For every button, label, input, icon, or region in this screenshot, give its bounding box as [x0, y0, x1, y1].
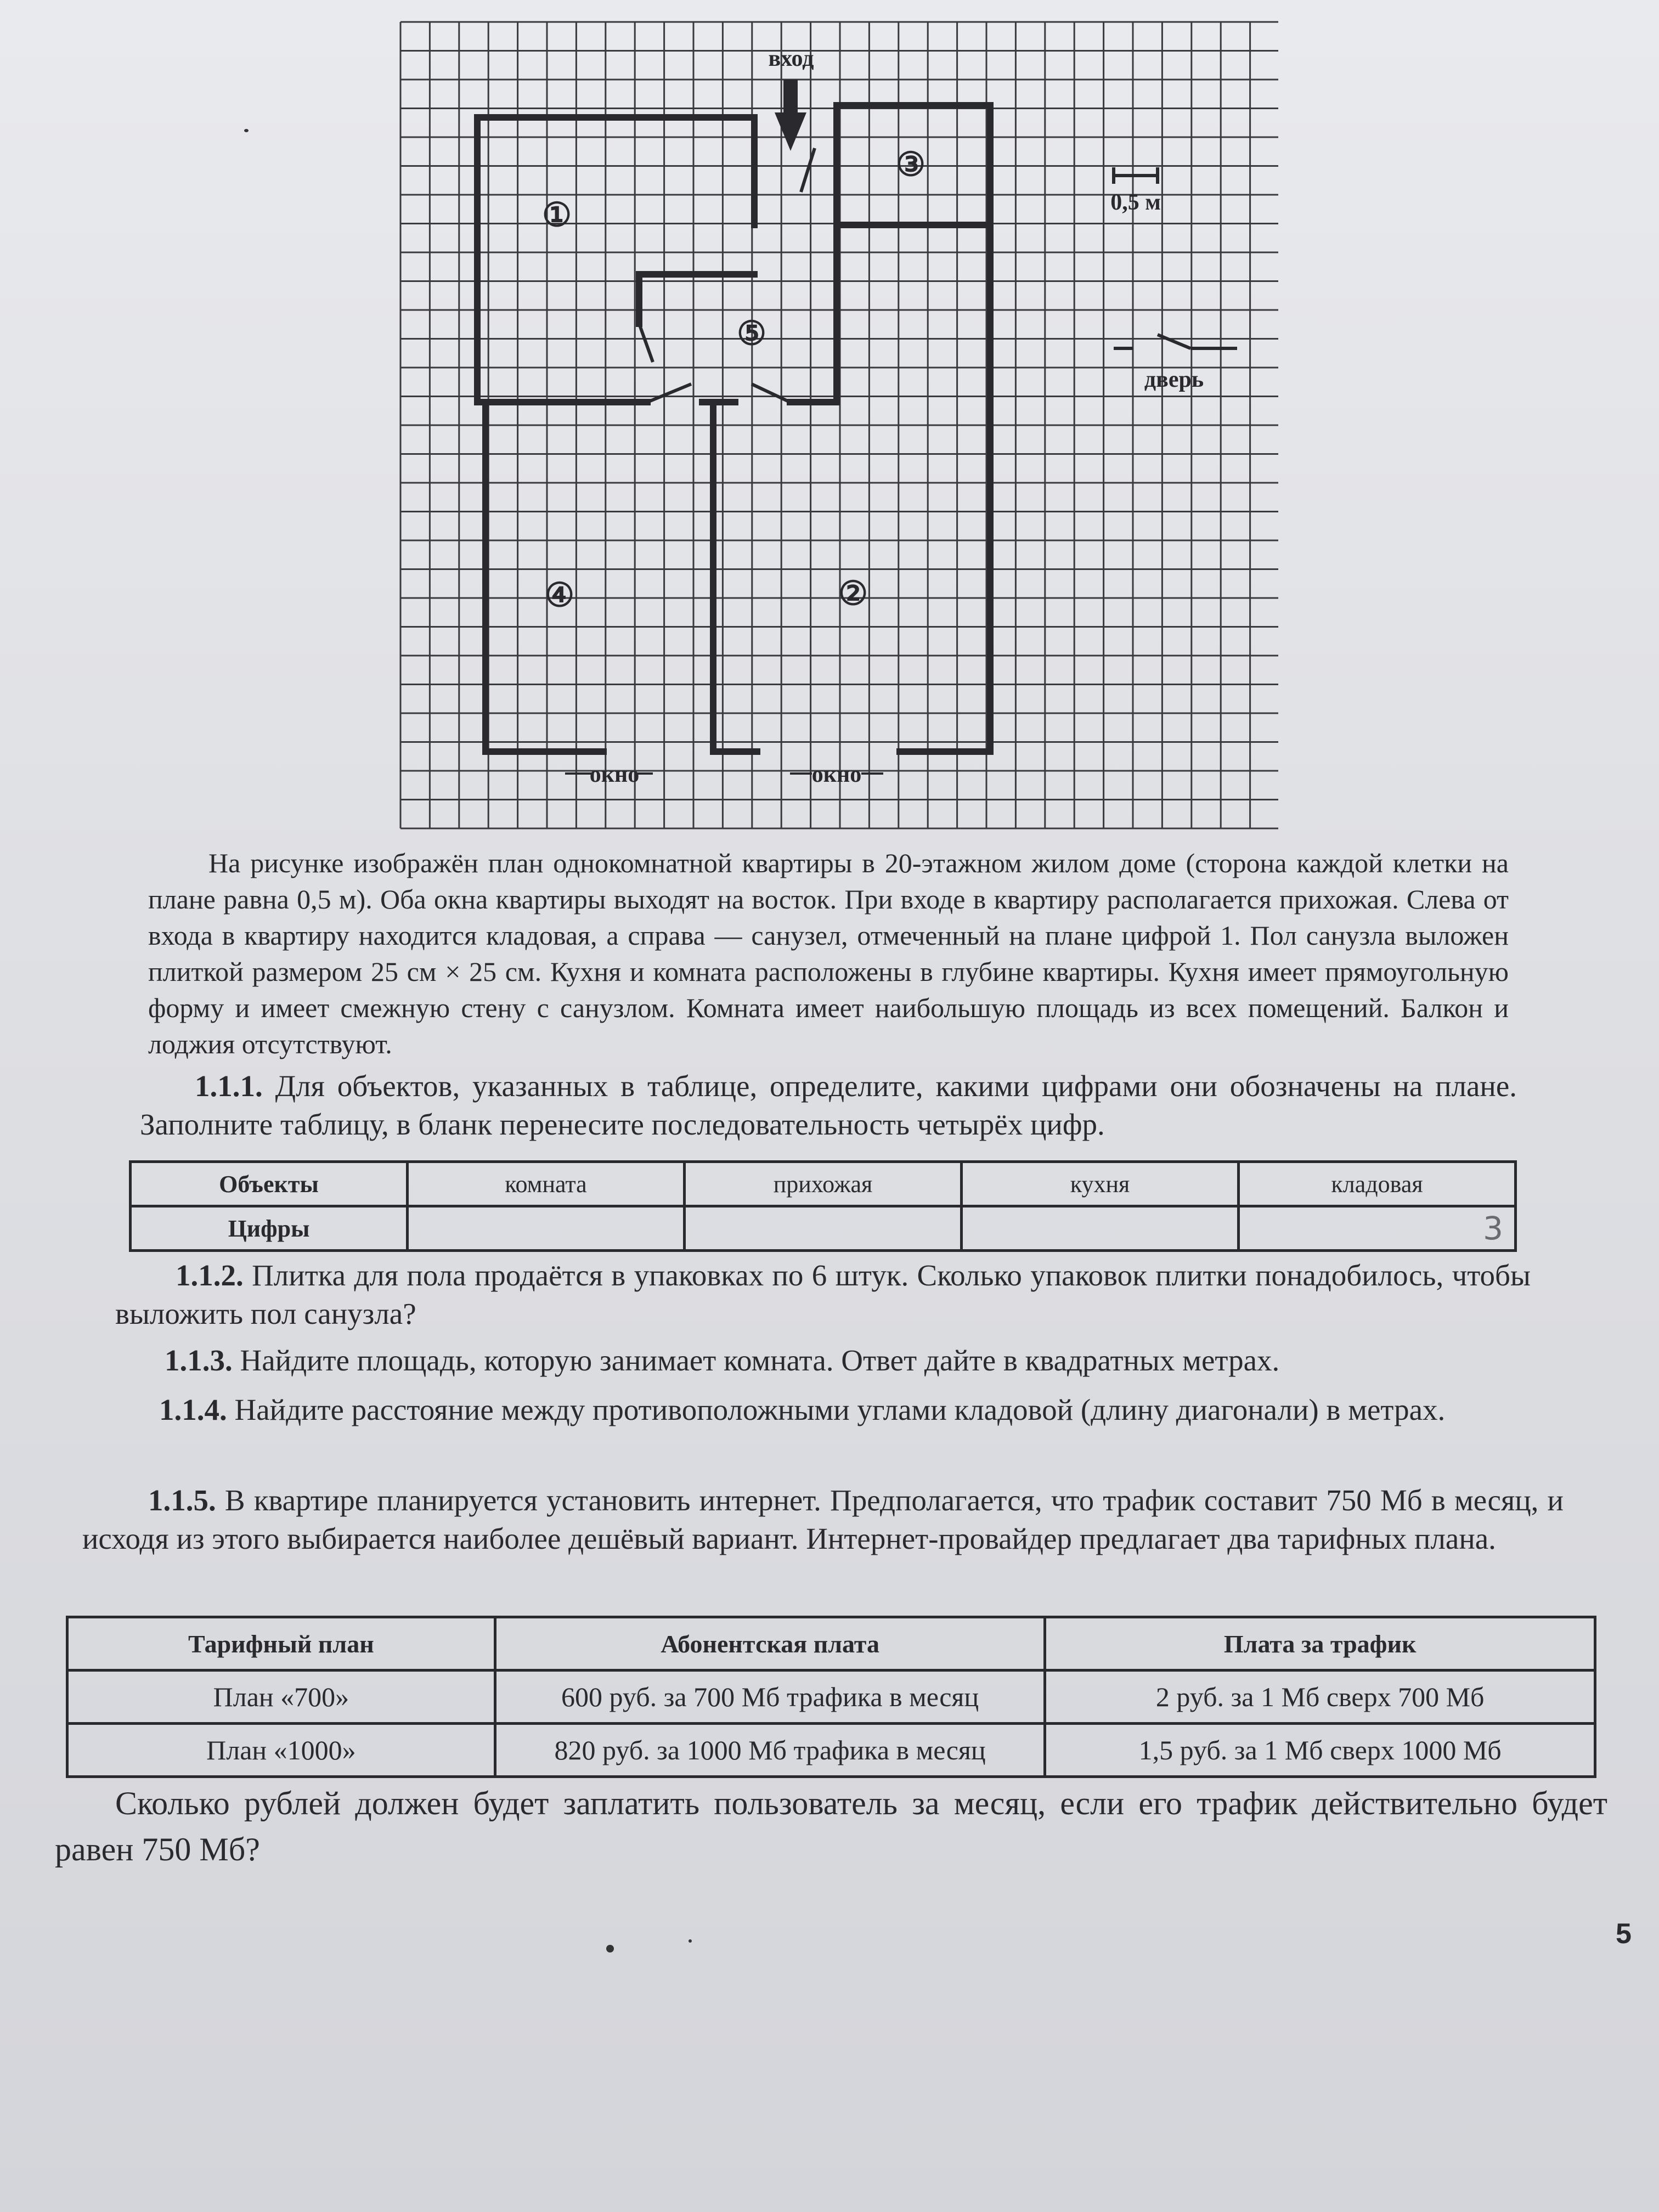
objects-table — [129, 1160, 1517, 1252]
task-1-1-4 — [96, 1391, 1550, 1429]
table-header-cell: Цифры — [131, 1206, 408, 1251]
table-cell: 1,5 руб. за 1 Мб сверх 1000 Мб — [1045, 1724, 1595, 1777]
task-text: Найдите площадь, которую занимает комната. Ответ дайте в квадратных метрах. — [232, 1344, 1280, 1377]
paper-speck — [689, 1939, 692, 1943]
floor-plan-svg — [395, 16, 1284, 834]
table-cell: прихожая — [685, 1162, 962, 1206]
room-number-1: ① — [542, 197, 572, 233]
room-number-4: ④ — [545, 577, 574, 613]
table-row — [67, 1617, 1595, 1671]
table-cell: кладовая — [1239, 1162, 1516, 1206]
task-text: В квартире планируется установить интернет. Предполагается, что трафик составит 750 Мб в месяц, и исходя из этого выбирается наиболее дешёвый вариант. Интернет-провайдер предлагает два тарифных плана. — [82, 1483, 1564, 1555]
apartment-floor-plan — [395, 16, 1284, 834]
task-text: Плитка для пола продаётся в упаковках по 6 штук. Сколько упаковок плитки понадобилось, чтобы выложить пол санузла? — [115, 1259, 1531, 1330]
table-cell: План «1000» — [67, 1724, 495, 1777]
entrance-label: вход — [768, 46, 814, 71]
room-number-3: ③ — [896, 146, 926, 183]
table-header-cell: Плата за трафик — [1045, 1617, 1595, 1671]
room-number-2: ② — [838, 575, 868, 612]
wall-bathroom — [477, 117, 754, 402]
table-row — [67, 1724, 1595, 1777]
room-number-5: ⑤ — [737, 315, 766, 352]
paper-speck — [244, 129, 249, 132]
task-1-1-5 — [82, 1481, 1564, 1558]
answer-cell[interactable] — [408, 1206, 685, 1251]
table-cell: 820 руб. за 1000 Мб трафика в месяц — [495, 1724, 1045, 1777]
table-cell: 600 руб. за 700 Мб трафика в месяц — [495, 1671, 1045, 1724]
paper-speck — [606, 1945, 614, 1953]
tariff-table — [66, 1616, 1596, 1778]
table-header-cell: Абонентская плата — [495, 1617, 1045, 1671]
task-number: 1.1.5. — [148, 1483, 216, 1517]
wall-right — [837, 105, 990, 752]
table-row — [131, 1162, 1516, 1206]
page-number: 5 — [1616, 1918, 1632, 1950]
door-room2 — [752, 384, 790, 402]
window-label-1: окно — [589, 762, 640, 787]
table-cell: комната — [408, 1162, 685, 1206]
answer-cell-handwritten[interactable]: 3 — [1239, 1206, 1516, 1251]
question-text: Сколько рублей должен будет заплатить пользователь за месяц, если его трафик действительно будет равен 750 Мб? — [55, 1785, 1607, 1867]
answer-cell[interactable] — [962, 1206, 1239, 1251]
answer-cell[interactable] — [685, 1206, 962, 1251]
table-row — [67, 1671, 1595, 1724]
task-1-1-3 — [110, 1341, 1536, 1380]
entrance-arrow — [775, 80, 806, 151]
table-cell: 2 руб. за 1 Мб сверх 700 Мб — [1045, 1671, 1595, 1724]
scale-label: 0,5 м — [1110, 190, 1161, 215]
task-1-1-1 — [140, 1067, 1517, 1144]
door-bathroom — [639, 324, 653, 362]
task-number: 1.1.4. — [159, 1393, 227, 1426]
table-cell: План «700» — [67, 1671, 495, 1724]
table-header-cell: Объекты — [131, 1162, 408, 1206]
window-label-2: окно — [811, 762, 862, 787]
door-label: дверь — [1144, 367, 1204, 392]
table-cell: кухня — [962, 1162, 1239, 1206]
task-number: 1.1.3. — [165, 1344, 233, 1377]
problem-intro: На рисунке изображён план однокомнатной квартиры в 20-этажном жилом доме (сторона каждой клетки на плане равна 0,5 м). Оба окна квартиры выходят на восток. При входе в квартиру располагается прихожая. Слева от входа в квартиру находится кладовая, а справа — санузел, отмеченный на плане цифрой 1. Пол санузла выложен плиткой размером 25 см × 25 см. Кухня и комната расположены в глубине квартиры. Кухня имеет прямоугольную форму и имеет смежную стену с санузлом. Комната имеет наибольшую площадь из всех помещений. Балкон и лоджия отсутствуют. — [148, 848, 1509, 1059]
door-closet — [801, 148, 815, 192]
door-room4 — [647, 384, 691, 402]
task-text: Для объектов, указанных в таблице, определите, какими цифрами они обозначены на плане. Заполните таблицу, в бланк перенесите последовательность четырёх цифр. — [140, 1069, 1517, 1141]
task-text: Найдите расстояние между противоположными углами кладовой (длину диагонали) в метрах. — [227, 1393, 1446, 1426]
task-number: 1.1.2. — [176, 1259, 244, 1292]
table-header-cell: Тарифный план — [67, 1617, 495, 1671]
task-1-1-2 — [115, 1256, 1531, 1333]
table-row — [131, 1206, 1516, 1251]
task-number: 1.1.1. — [195, 1069, 263, 1103]
